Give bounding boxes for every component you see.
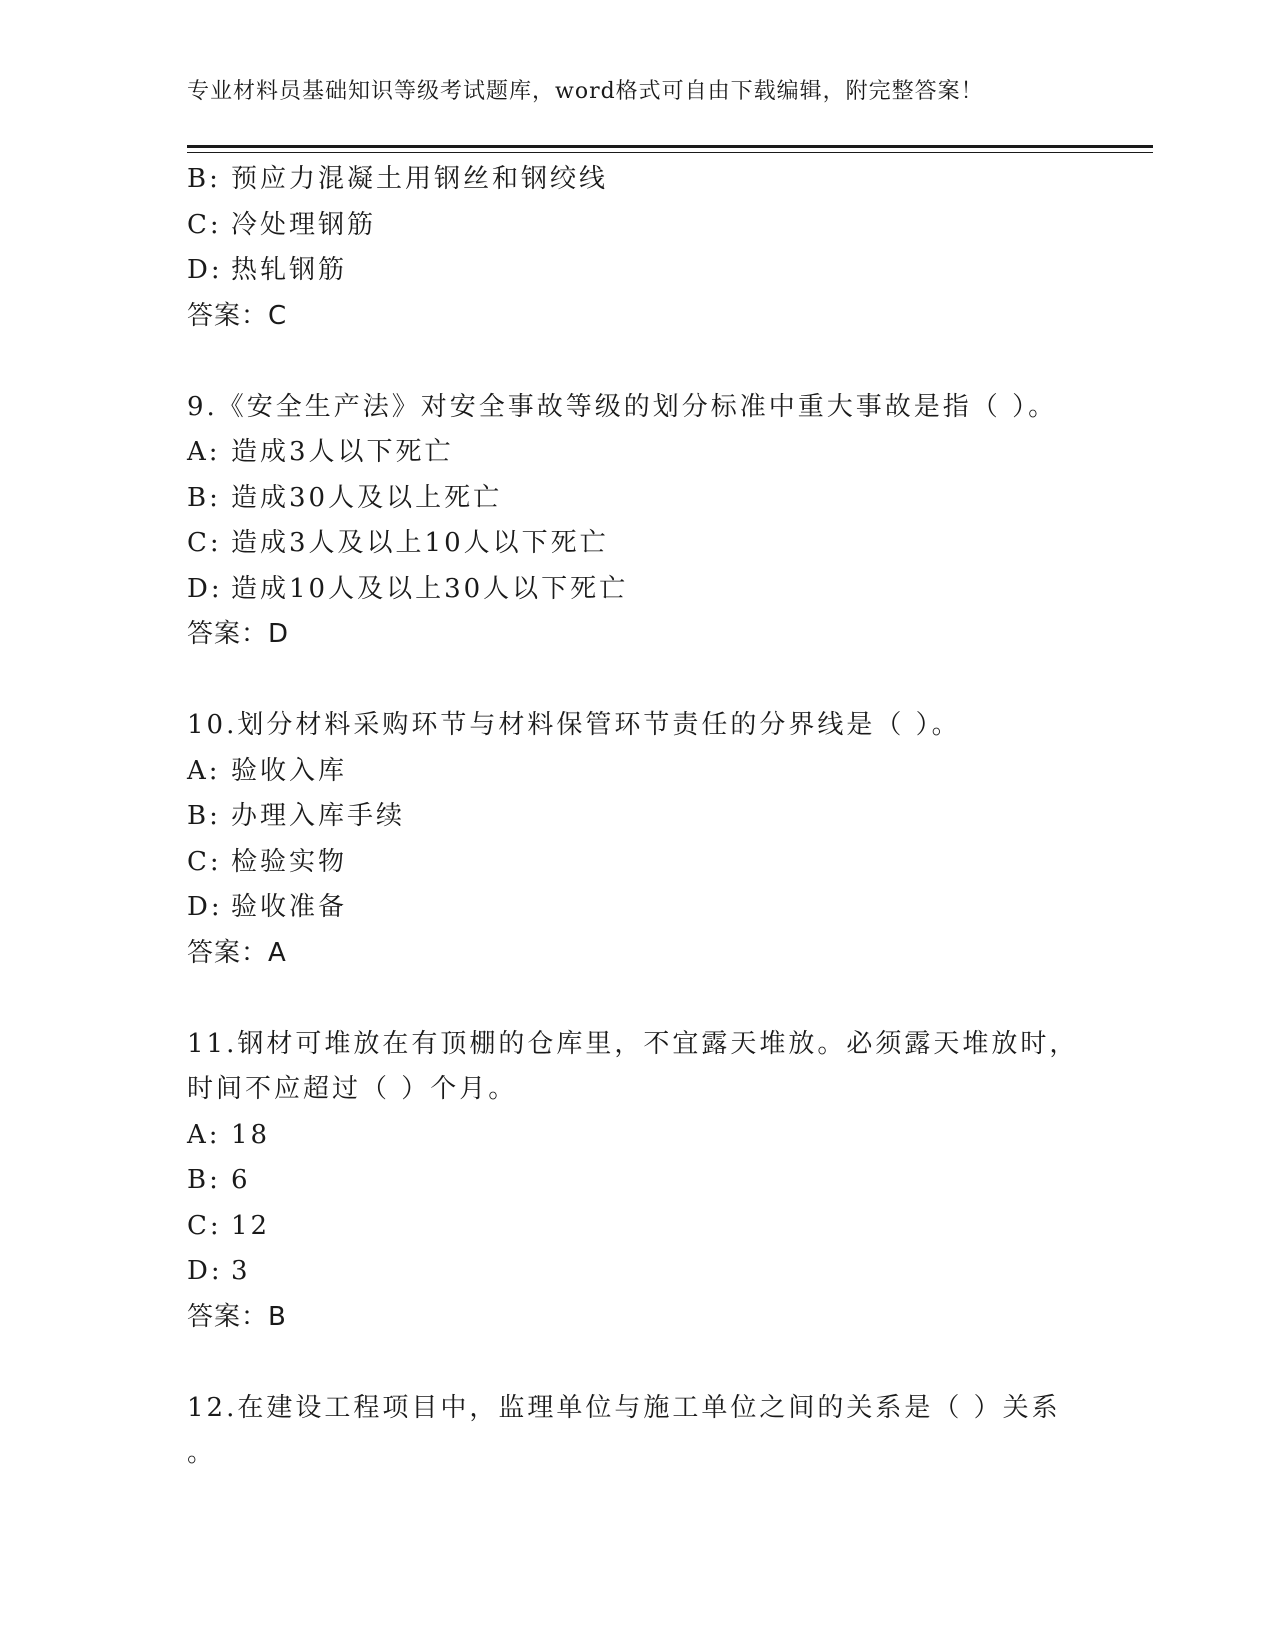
option-d [187,885,1087,931]
answer: 答案：B [187,1301,287,1332]
question-stem-line1: 11.钢材可堆放在有顶棚的仓库里，不宜露天堆放。必须露天堆放时， [187,1028,1079,1059]
option-text: 12 [231,1210,271,1241]
option-label: C: [187,528,222,558]
header-rule-thin [187,152,1153,153]
question-stem-line2: 。 [187,1438,217,1468]
option-label: D: [187,255,223,285]
option-c [187,840,1087,886]
option-text: 造成3人以下死亡 [231,437,454,467]
option-a [187,749,1087,795]
option-text: 冷处理钢筋 [231,209,377,240]
option-b [187,1158,1087,1204]
option-a [187,430,1087,476]
option-text: 造成10人及以上30人以下死亡 [231,573,629,604]
option-label: A: [187,755,221,786]
option-text: 6 [231,1165,251,1195]
question-content [187,157,1087,1477]
option-text: 办理入库手续 [231,801,406,831]
answer: 答案：D [187,619,290,649]
option-c [187,203,1087,249]
option-text: 造成3人及以上10人以下死亡 [231,528,609,558]
spacer [187,339,1087,385]
spacer [187,976,1087,1022]
header-rule-thick [187,145,1153,148]
option-c [187,1204,1087,1250]
option-label: B: [187,1165,221,1195]
option-label: B: [187,164,221,194]
answer: 答案：A [187,937,287,968]
question-stem-line2: 时间不应超过（ ）个月。 [187,1074,518,1104]
option-text: 3 [231,1256,251,1286]
option-text: 验收准备 [231,892,348,922]
question-stem-line1: 12.在建设工程项目中，监理单位与施工单位之间的关系是（ ）关系 [187,1392,1061,1423]
option-b [187,476,1087,522]
option-label: B: [187,801,221,831]
option-b [187,157,1087,203]
spacer [187,1340,1087,1386]
option-text: 检验实物 [231,846,348,877]
option-label: D: [187,573,223,604]
option-text: 造成30人及以上死亡 [231,482,503,513]
answer: 答案：C [187,300,288,331]
question-stem: 10.划分材料采购环节与材料保管环节责任的分界线是（ ）。 [187,710,961,740]
option-label: D: [187,1256,223,1286]
option-label: A: [187,1119,221,1150]
option-c [187,521,1087,567]
option-label: C: [187,846,222,877]
option-label: B: [187,482,221,513]
option-d [187,567,1087,613]
option-b [187,794,1087,840]
spacer [187,658,1087,704]
option-text: 18 [231,1119,271,1150]
option-text: 预应力混凝土用钢丝和钢绞线 [231,164,609,194]
option-d [187,1249,1087,1295]
page-header: 专业材料员基础知识等级考试题库，word格式可自由下载编辑，附完整答案！ [187,79,984,104]
option-d [187,248,1087,294]
option-text: 热轧钢筋 [231,255,348,285]
option-label: D: [187,892,223,922]
option-text: 验收入库 [231,755,348,786]
option-label: A: [187,437,221,467]
option-a [187,1113,1087,1159]
option-label: C: [187,209,222,240]
question-stem: 9.《安全生产法》对安全事故等级的划分标准中重大事故是指（ ）。 [187,391,1058,422]
option-label: C: [187,1210,222,1241]
